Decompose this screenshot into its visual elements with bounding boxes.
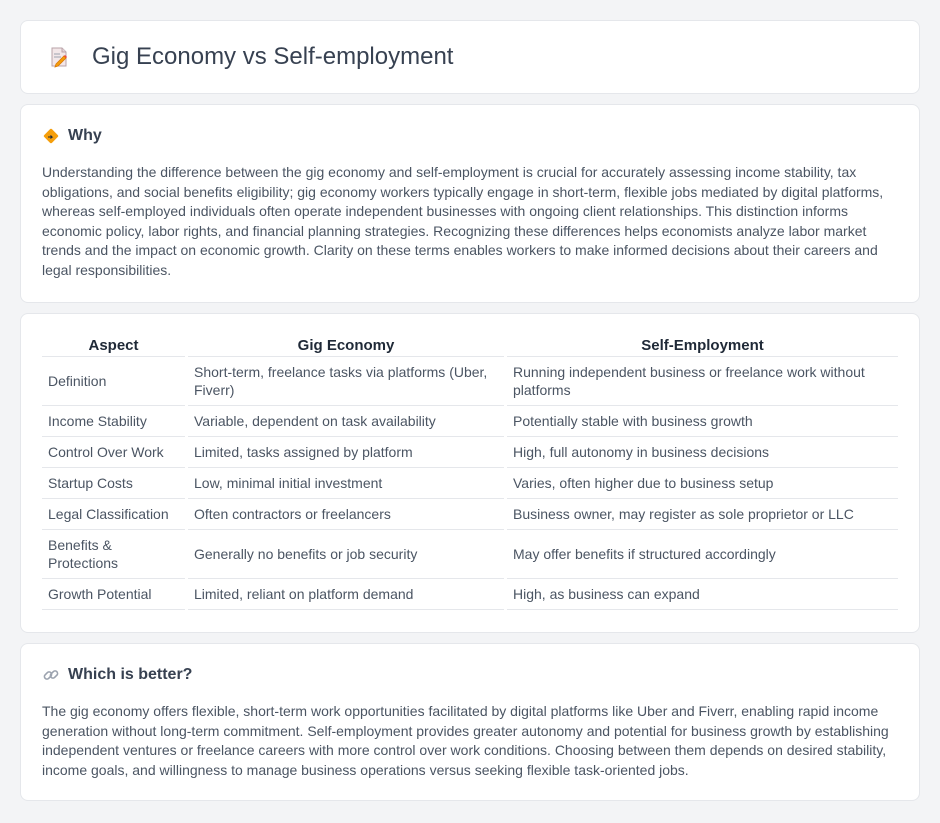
link-icon	[42, 666, 60, 684]
table-row	[42, 468, 898, 499]
better-heading: Which is better?	[68, 666, 193, 683]
table-cell: Running independent business or freelance work without platforms	[507, 357, 898, 406]
column-header-aspect: Aspect	[42, 334, 185, 357]
better-text: The gig economy offers flexible, short-term work opportunities facilitated by digital platforms like Uber and Fiverr, enabling rapid income generation without long-term commitment. Self-employment provides greater autonomy and potential for business growth by establishing independent ventures or freelance careers with more control over work conditions. Choosing between them depends on desired stability, income goals, and willingness to manage business operations versus seeking flexible task-oriented jobs.	[42, 703, 889, 778]
table-row	[42, 579, 898, 610]
title-card	[20, 20, 920, 94]
table-cell: High, full autonomy in business decisions	[507, 437, 898, 468]
comparison-table-card	[20, 313, 920, 633]
table-row	[42, 530, 898, 579]
why-text: Understanding the difference between the gig economy and self-employment is crucial for accurately assessing income stability, tax obligations, and social benefits eligibility; gig economy workers typically engage in short-term, flexible jobs mediated by digital platforms, whereas self-employed individuals often operate independent businesses with ongoing client relationships. This distinction informs economic policy, labor rights, and financial planning strategies. Recognizing these differences helps economists analyze labor market trends and the impact on economic growth. Clarity on these terms enables workers to make informed decisions about their careers and legal responsibilities.	[42, 164, 884, 278]
table-row	[42, 437, 898, 468]
table-row	[42, 406, 898, 437]
table-cell: May offer benefits if structured accordingly	[507, 530, 898, 579]
table-cell: Varies, often higher due to business setup	[507, 468, 898, 499]
better-heading-row	[42, 666, 898, 684]
document-pencil-icon	[47, 45, 71, 69]
table-cell: Definition	[42, 357, 185, 406]
table-cell: Often contractors or freelancers	[188, 499, 504, 530]
page-title: Gig Economy vs Self-employment	[92, 43, 454, 70]
why-section	[20, 104, 920, 303]
table-cell: Business owner, may register as sole proprietor or LLC	[507, 499, 898, 530]
table-cell: Low, minimal initial investment	[188, 468, 504, 499]
column-header-self-employment: Self-Employment	[507, 334, 898, 357]
table-cell: Startup Costs	[42, 468, 185, 499]
table-cell: Generally no benefits or job security	[188, 530, 504, 579]
why-heading-row	[42, 127, 898, 145]
table-cell: Potentially stable with business growth	[507, 406, 898, 437]
table-row	[42, 499, 898, 530]
table-cell: Legal Classification	[42, 499, 185, 530]
table-cell: Benefits & Protections	[42, 530, 185, 579]
comparison-table	[39, 334, 901, 610]
table-cell: Limited, tasks assigned by platform	[188, 437, 504, 468]
table-cell: Limited, reliant on platform demand	[188, 579, 504, 610]
table-cell: Growth Potential	[42, 579, 185, 610]
table-cell: Variable, dependent on task availability	[188, 406, 504, 437]
column-header-gig-economy: Gig Economy	[188, 334, 504, 357]
why-heading: Why	[68, 127, 102, 144]
which-is-better-section	[20, 643, 920, 801]
table-header-row	[42, 334, 898, 357]
table-cell: Income Stability	[42, 406, 185, 437]
table-cell: Short-term, freelance tasks via platforms (Uber, Fiverr)	[188, 357, 504, 406]
table-cell: High, as business can expand	[507, 579, 898, 610]
table-cell: Control Over Work	[42, 437, 185, 468]
diamond-sign-icon	[42, 127, 60, 145]
table-row	[42, 357, 898, 406]
